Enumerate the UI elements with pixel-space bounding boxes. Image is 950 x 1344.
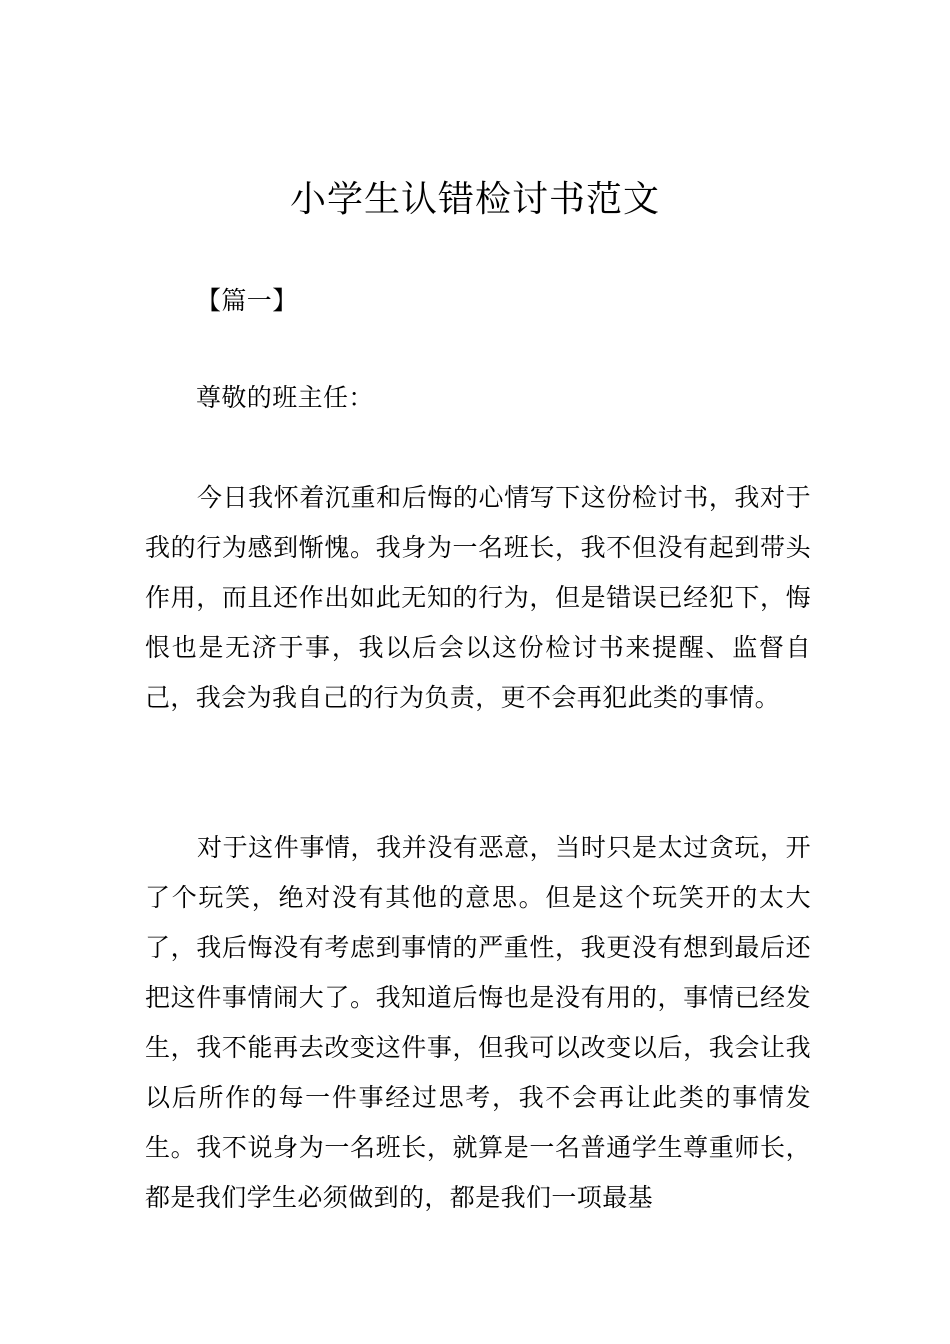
- paragraph: 今日我怀着沉重和后悔的心情写下这份检讨书，我对于我的行为感到惭愧。我身为一名班长，我不但没有起到带头作用，而且还作出如此无知的行为，但是错误已经犯下，悔恨也是无济于事，我以后会以这份检讨书来提醒、监督自己，我会为我自己的行为负责，更不会再犯此类的事情。: [145, 483, 811, 712]
- salutation: 尊敬的班主任：: [196, 383, 374, 412]
- section-label: 【篇一】: [196, 286, 298, 315]
- document-title: 小学生认错检讨书范文: [289, 179, 660, 220]
- paragraph: 对于这件事情，我并没有恶意，当时只是太过贪玩，开了个玩笑，绝对没有其他的意思。但是这个玩笑开的太大了，我后悔没有考虑到事情的严重性，我更没有想到最后还把这件事情闹大了。我知道后悔也是没有用的，事情已经发生，我不能再去改变这件事，但我可以改变以后，我会让我以后所作的每一件事经过思考，我不会再让此类的事情发生。我不说身为一名班长，就算是一名普通学生尊重师长，都是我们学生必须做到的，都是我们一项最基: [145, 833, 811, 1212]
